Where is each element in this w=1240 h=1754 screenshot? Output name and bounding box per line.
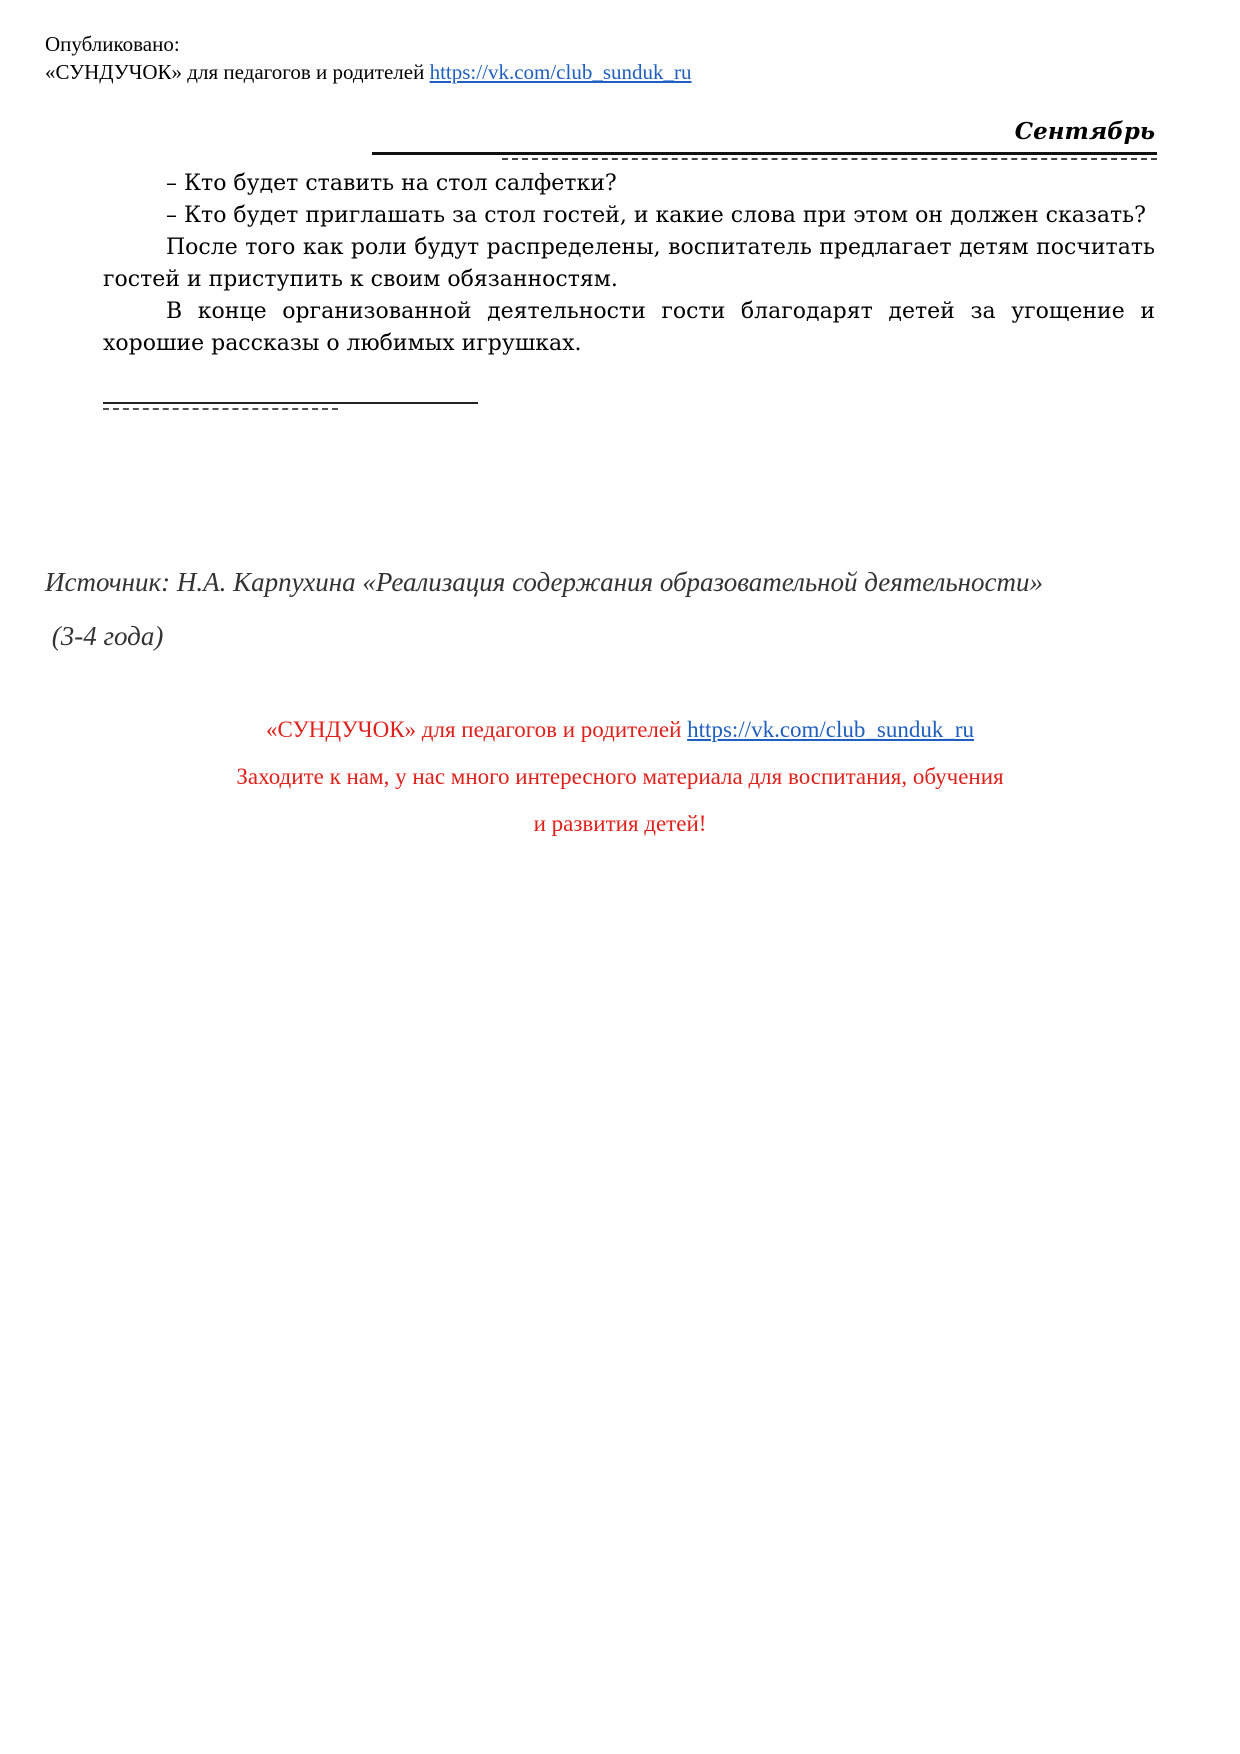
source-line-2: (3-4 года) — [45, 621, 164, 651]
site-name: «СУНДУЧОК» для педагогов и родителей — [45, 60, 425, 84]
published-header — [45, 30, 692, 86]
promo-block — [0, 706, 1240, 847]
promo-site-name: «СУНДУЧОК» для педагогов и родителей — [265, 717, 682, 742]
promo-line-2: Заходите к нам, у нас много интересного материала для воспитания, обучения — [236, 764, 1004, 789]
header-rule — [372, 152, 1157, 162]
promo-line-3: и развития детей! — [533, 811, 707, 836]
source-line-1: Источник: Н.А. Карпухина «Реализация содержания образовательной деятельности» — [45, 567, 1044, 597]
paragraph: – Кто будет ставить на стол салфетки? — [166, 171, 617, 196]
article-body — [103, 168, 1155, 360]
paragraph: В конце организованной деятельности гости благодарят детей за угощение и хорошие рассказы о любимых игрушках. — [103, 299, 1155, 356]
section-end-rule — [103, 402, 478, 414]
paragraph: После того как роли будут распределены, воспитатель предлагает детям посчитать гостей и приступить к своим обязанностям. — [103, 235, 1155, 292]
paragraph: – Кто будет приглашать за стол гостей, и какие слова при этом он должен сказать? — [166, 203, 1146, 228]
source-citation — [45, 555, 1195, 663]
published-label: Опубликовано: — [45, 32, 180, 56]
month-heading: Сентябрь — [1014, 118, 1155, 145]
promo-vk-link[interactable]: https://vk.com/club_sunduk_ru — [687, 717, 975, 742]
published-source-line — [45, 58, 692, 86]
promo-site-line — [0, 706, 1240, 753]
vk-link[interactable]: https://vk.com/club_sunduk_ru — [429, 60, 692, 84]
